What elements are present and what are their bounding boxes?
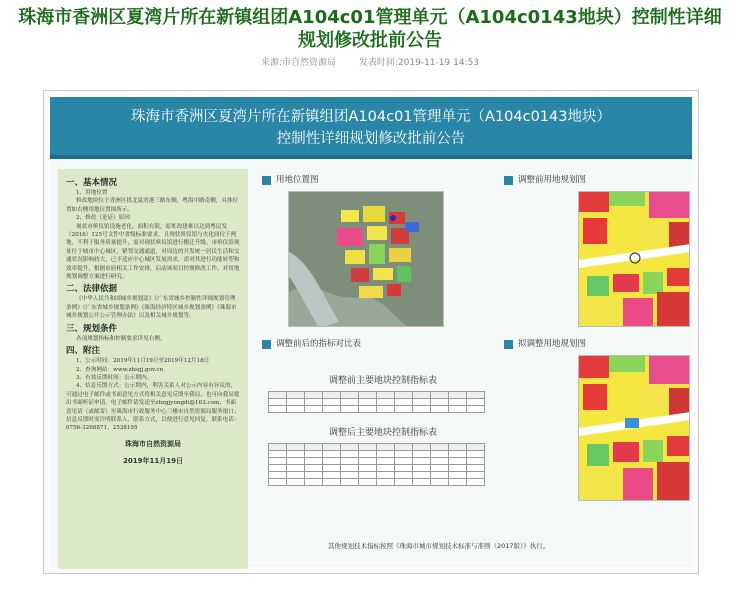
section-marker-icon bbox=[262, 340, 271, 349]
note-feedback-time: 3、有效反馈时间：公示期内。 bbox=[76, 374, 153, 381]
tech-standard-footnote: 其他规划技术指标按照《珠海市城市规划技术标准与准则（2017版）》执行。 bbox=[328, 542, 550, 550]
after-map-heading bbox=[504, 339, 586, 350]
conditions-text: 各项规划指标和控制要求详见右侧。 bbox=[76, 335, 166, 342]
after-land-use-map bbox=[578, 355, 690, 501]
section-marker-icon bbox=[504, 176, 513, 185]
compare-heading-label: 调整前后的指标对比表 bbox=[276, 339, 362, 349]
table-after-title: 调整后主要地块控制指标表 bbox=[328, 428, 437, 438]
location-map-image bbox=[288, 191, 444, 327]
location-map-heading bbox=[262, 175, 319, 186]
location-text: 修改地块位于香洲区拱北夏湾港三路东侧，粤海中路南侧，具体位置如右侧用地位置图所示。 bbox=[66, 198, 239, 213]
table-after bbox=[268, 443, 485, 486]
before-map-heading-label: 调整前用地规划图 bbox=[518, 175, 587, 185]
board-title-line1: 珠海市香洲区夏湾片所在新镇组团A104c01管理单元（A104c0143地块） bbox=[131, 109, 611, 125]
article-source: 来源:市自然资源局 bbox=[260, 58, 337, 68]
article-title: 珠海市香洲区夏湾片所在新镇组团A104c01管理单元（A104c0143地块）控制性详细规划修改批前公告 bbox=[18, 7, 722, 51]
section-notes-title: 四、附注 bbox=[66, 346, 101, 357]
article-time: 发表时间:2019-11-19 14:53 bbox=[358, 58, 480, 68]
board-banner bbox=[50, 97, 692, 159]
location-map-heading-label: 用地位置图 bbox=[276, 175, 319, 185]
note-time: 1、公示时间：2019年11月19日至2019年12月18日 bbox=[76, 358, 210, 365]
signature-org: 珠海市自然资源局 bbox=[125, 439, 181, 448]
location-subtitle: 1、用地位置 bbox=[76, 190, 108, 196]
note-feedback-method: 4、信息反馈方式：公示期内，利害关系人对公示内容有异议的，可通过电子邮件或书面意见方式将相关意见反馈至我局，也可向我局提出书面听证申请。电子邮件请发送至zhzgjyongdi@163.com，书面意见请（或邮寄）至珠海市行政服务中心三楼市自然资源局服务窗口；信息反馈时需注明联系人、联系方式，以便进行意见回复。联系电话：0756-3268871、2538195 bbox=[66, 383, 240, 432]
section-conditions-title: 三、规划条件 bbox=[66, 323, 118, 334]
right-figures-area bbox=[256, 169, 692, 569]
table-before bbox=[268, 391, 485, 413]
before-map-heading bbox=[504, 175, 586, 186]
note-website: 2、查询网站：www.zhsgj.gov.cn bbox=[76, 366, 164, 373]
announcement-board bbox=[43, 90, 699, 574]
reason-text: 现状市殡仪馆设施老化，面积有限，原址改建难以达到粤民发（2016）125号文件中省级标准要求，且现状殡仪馆与火化间位于两地，不利于服务质量提升，需对现状殡仪馆进行搬迁升级。市殡仪馆现址位于城市中心城区，紧邻交通通道，对周边的开发统一居民生活和交通状况影响较大，已不适应中心城区发展需求，需对其进行功能转型和效率提升，根据市府相关工作安排，启动该项目控规修改工作，对用地规划调整方案进行研究。 bbox=[66, 223, 240, 281]
article-meta bbox=[0, 55, 740, 68]
section-legal-title: 二、法律依据 bbox=[66, 284, 118, 295]
signature-date: 2019年11月19日 bbox=[123, 456, 183, 465]
section-marker-icon bbox=[262, 176, 271, 185]
compare-heading bbox=[262, 339, 361, 350]
table-before-title: 调整前主要地块控制指标表 bbox=[328, 376, 437, 386]
section-basic-title: 一、基本情况 bbox=[66, 178, 118, 188]
board-inner bbox=[50, 97, 692, 567]
before-land-use-map bbox=[578, 191, 690, 327]
left-text-panel bbox=[58, 169, 248, 569]
board-title-line2: 控制性详细规划修改批前公告 bbox=[276, 131, 466, 147]
legal-text: 《中华人民共和国城乡规划法》《广东省城乡控制性详细规划管理条例》《广东省城乡规划条例》《珠海经济特区城乡规划条例》《珠海市城乡规划公开公示管理办法》以及相关城乡规划等。 bbox=[66, 296, 237, 320]
after-map-heading-label: 拟调整用地规划图 bbox=[518, 339, 587, 349]
section-marker-icon bbox=[504, 340, 513, 349]
reason-subtitle: 2、修改（论证）原因 bbox=[76, 215, 130, 222]
